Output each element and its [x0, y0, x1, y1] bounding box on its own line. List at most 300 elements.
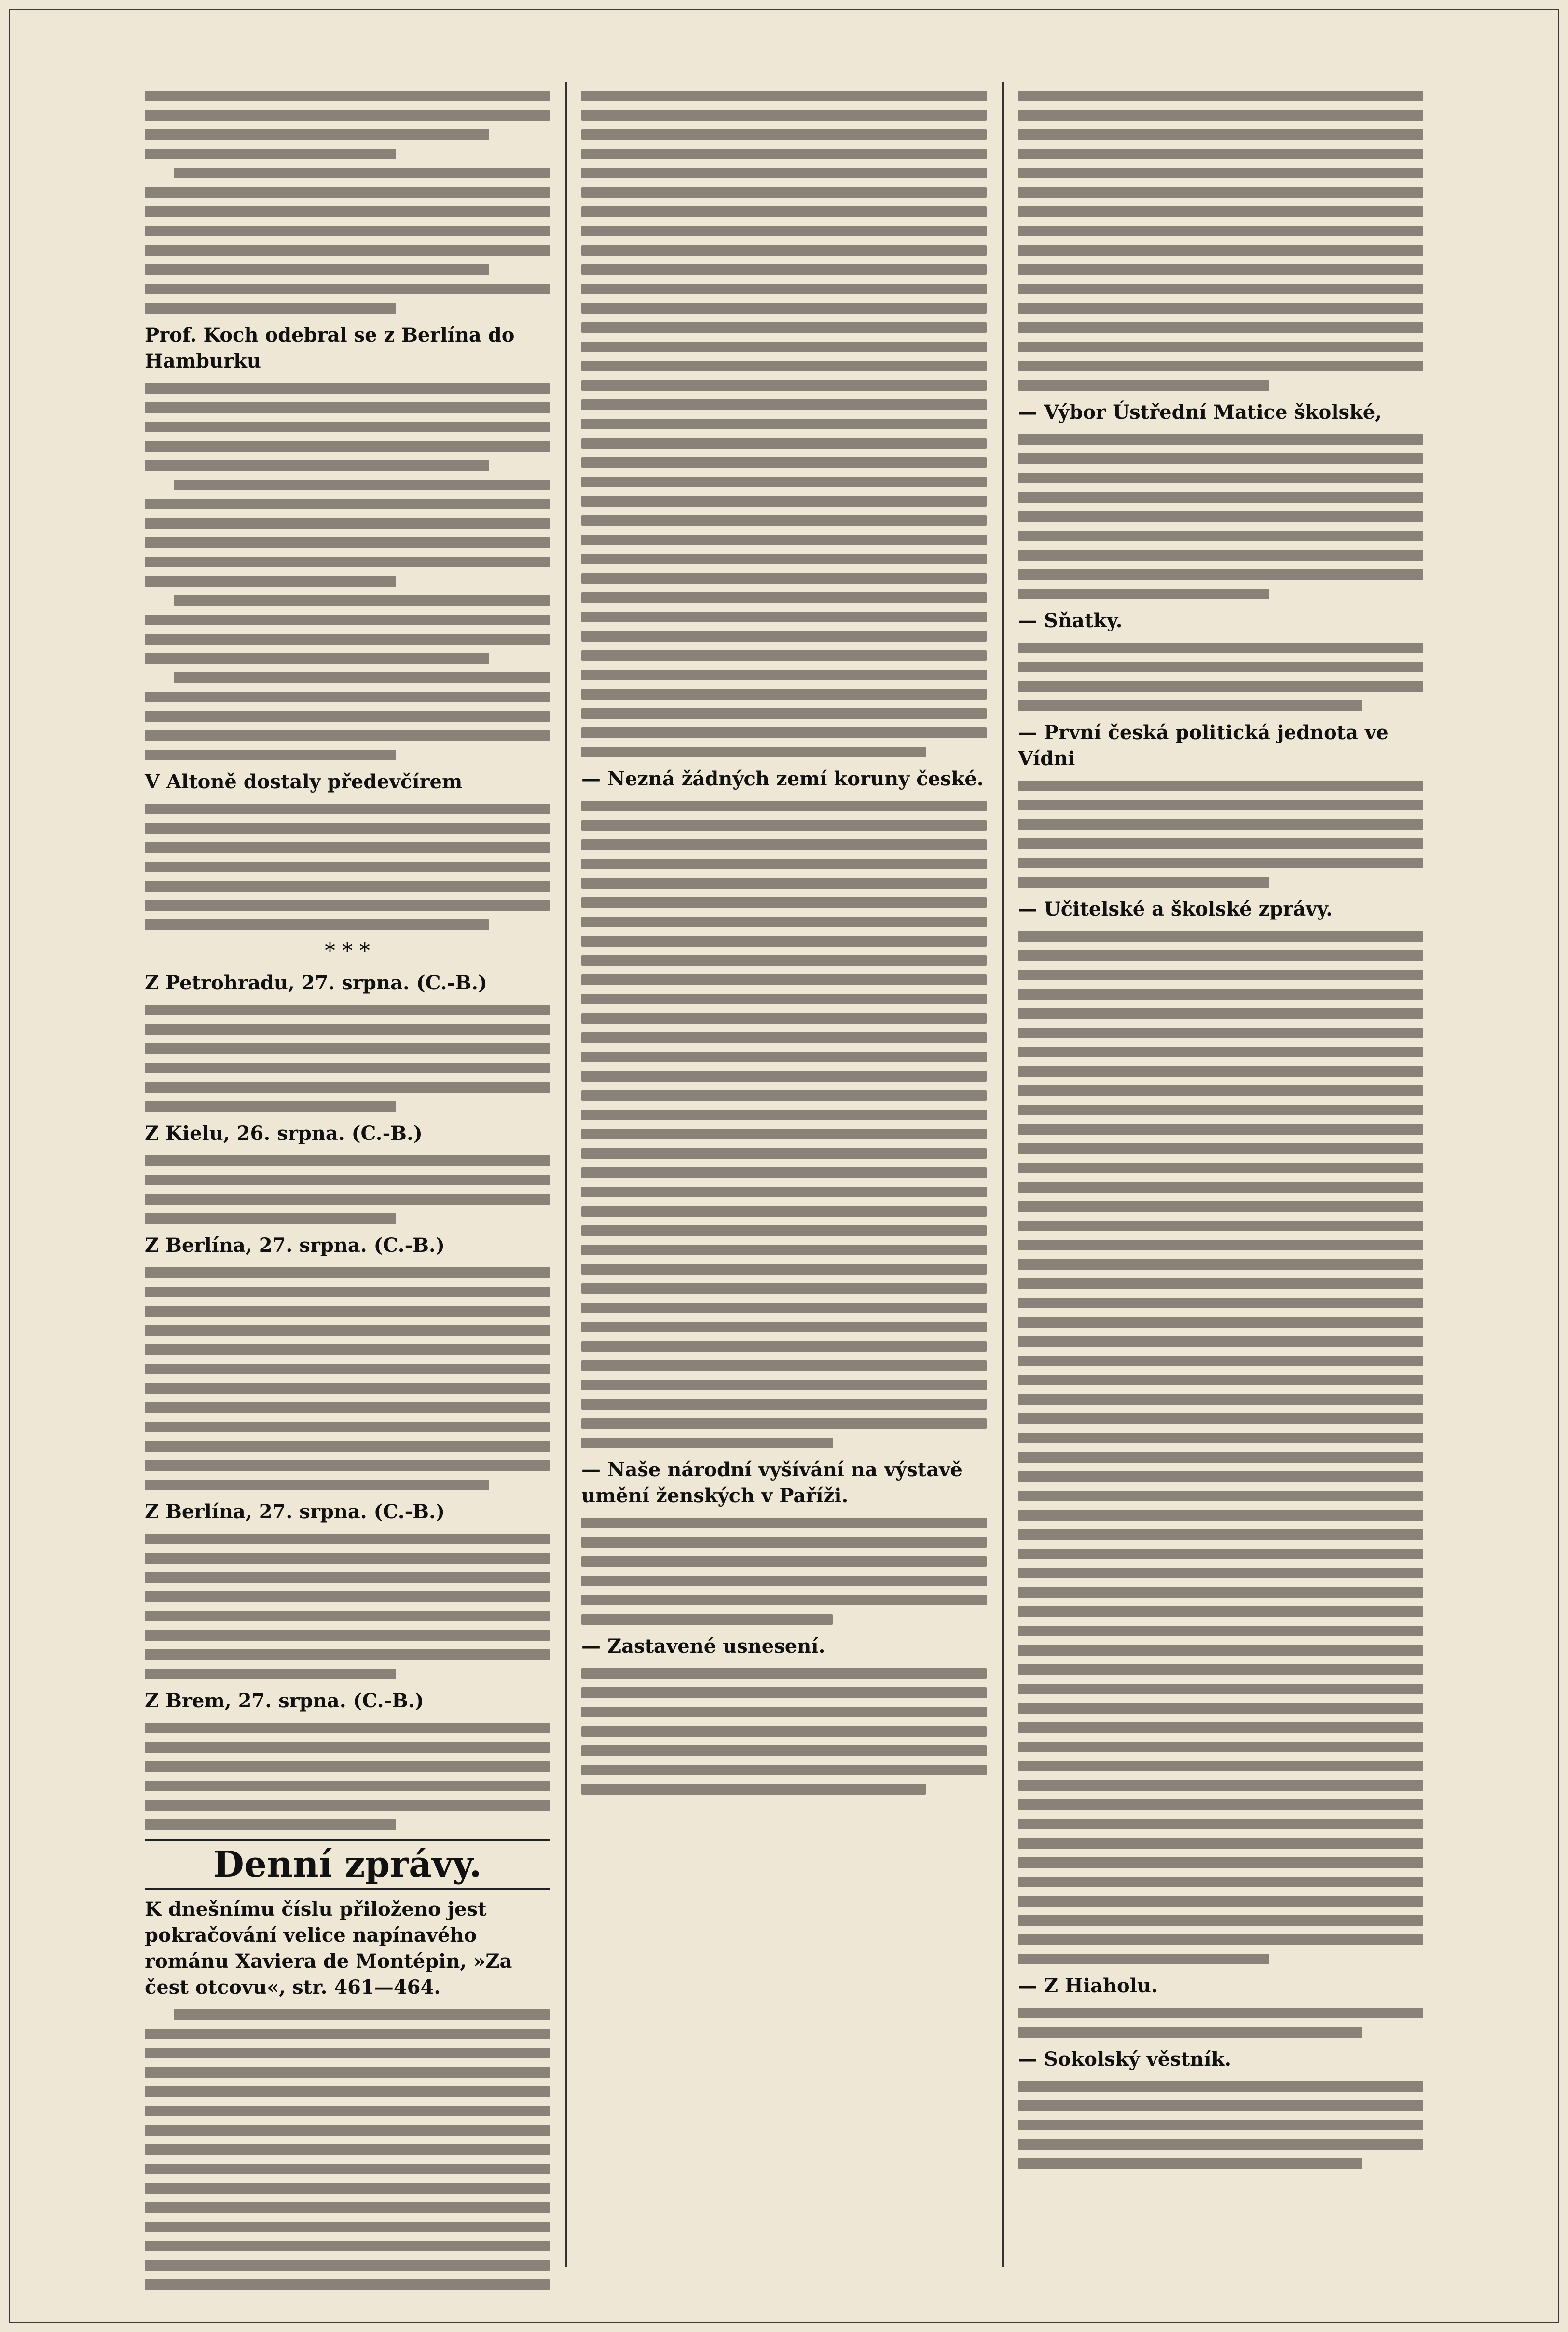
- text-line-placeholder: [581, 1399, 987, 1410]
- text-line-placeholder: [145, 2048, 550, 2058]
- text-line-placeholder: [581, 1052, 987, 1062]
- text-line-placeholder: [145, 1402, 550, 1413]
- text-line-placeholder: [581, 1167, 987, 1178]
- text-line-placeholder: [1018, 1626, 1423, 1636]
- text-line-placeholder: [1018, 110, 1423, 121]
- article-lead: — Učitelské a školské zprávy.: [1018, 898, 1333, 920]
- text-line-placeholder: [581, 399, 987, 410]
- text-line-placeholder: [145, 264, 489, 275]
- text-line-placeholder: [1018, 187, 1423, 198]
- text-line-placeholder: [1018, 1452, 1423, 1463]
- article-lead: — Naše národní vyšívání na výstavě umění ženských v Paříži.: [581, 1458, 963, 1507]
- text-line-placeholder: [581, 897, 987, 908]
- text-line-placeholder: [581, 284, 987, 294]
- article-text: [145, 1534, 550, 1679]
- text-line-placeholder: [1018, 1819, 1423, 1829]
- text-line-placeholder: [581, 801, 987, 811]
- text-line-placeholder: [581, 1438, 833, 1448]
- text-line-placeholder: [145, 1480, 489, 1490]
- text-line-placeholder: [145, 823, 550, 834]
- text-line-placeholder: [581, 1013, 987, 1024]
- text-line-placeholder: [145, 499, 550, 509]
- text-line-placeholder: [581, 496, 987, 507]
- article-lead: Prof. Koch odebral se z Berlína do Hamburku: [145, 324, 515, 372]
- text-line-placeholder: [581, 1614, 833, 1625]
- text-line-placeholder: [1018, 1201, 1423, 1212]
- text-line-placeholder: [1018, 1317, 1423, 1328]
- text-line-placeholder: [145, 2222, 550, 2232]
- text-line-placeholder: [145, 1005, 550, 1015]
- text-line-placeholder: [174, 480, 550, 490]
- text-line-placeholder: [1018, 2120, 1423, 2130]
- text-line-placeholder: [1018, 1934, 1423, 1945]
- text-line-placeholder: [145, 900, 550, 911]
- text-line-placeholder: [145, 206, 550, 217]
- text-line-placeholder: [581, 820, 987, 831]
- article-text: [1018, 2008, 1423, 2038]
- article-text: [1018, 2081, 1423, 2169]
- article-text: [1018, 91, 1423, 391]
- text-line-placeholder: [1018, 2139, 1423, 2150]
- text-line-placeholder: [581, 168, 987, 178]
- text-line-placeholder: [1018, 1471, 1423, 1482]
- text-line-placeholder: [1018, 1838, 1423, 1849]
- text-line-placeholder: [145, 1649, 550, 1660]
- section-asterism: * * *: [325, 939, 370, 963]
- text-line-placeholder: [145, 2106, 550, 2116]
- text-line-placeholder: [145, 804, 550, 814]
- column-1: [145, 82, 550, 2267]
- text-line-placeholder: [1018, 361, 1423, 371]
- text-line-placeholder: [581, 1206, 987, 1217]
- text-line-placeholder: [1018, 1047, 1423, 1057]
- text-line-placeholder: [581, 917, 987, 927]
- text-line-placeholder: [145, 1572, 550, 1583]
- article-lead: — Z Hiaholu.: [1018, 1975, 1158, 1997]
- text-line-placeholder: [145, 1534, 550, 1544]
- text-line-placeholder: [145, 1287, 550, 1297]
- column-rule: [565, 82, 567, 2267]
- text-line-placeholder: [1018, 2158, 1362, 2169]
- text-line-placeholder: [581, 1283, 987, 1294]
- text-line-placeholder: [145, 110, 550, 121]
- text-line-placeholder: [581, 727, 987, 738]
- text-line-placeholder: [581, 1341, 987, 1352]
- article-text: [1018, 434, 1423, 599]
- text-line-placeholder: [1018, 1664, 1423, 1675]
- text-line-placeholder: [581, 303, 987, 314]
- text-line-placeholder: [1018, 1163, 1423, 1173]
- text-line-placeholder: [1018, 1780, 1423, 1791]
- text-line-placeholder: [1018, 1085, 1423, 1096]
- text-line-placeholder: [145, 2260, 550, 2271]
- text-line-placeholder: [1018, 453, 1423, 464]
- text-line-placeholder: [145, 2029, 550, 2039]
- text-line-placeholder: [1018, 380, 1269, 391]
- text-line-placeholder: [581, 936, 987, 947]
- text-line-placeholder: [581, 1745, 987, 1756]
- text-line-placeholder: [1018, 1549, 1423, 1559]
- text-line-placeholder: [1018, 492, 1423, 503]
- text-line-placeholder: [145, 537, 550, 548]
- text-line-placeholder: [1018, 1510, 1423, 1521]
- text-line-placeholder: [581, 1380, 987, 1390]
- text-line-placeholder: [581, 1360, 987, 1371]
- text-line-placeholder: [145, 1344, 550, 1355]
- text-line-placeholder: [145, 750, 396, 760]
- text-line-placeholder: [145, 1155, 550, 1166]
- text-line-placeholder: [145, 1213, 396, 1224]
- text-line-placeholder: [1018, 989, 1423, 1000]
- text-line-placeholder: [581, 245, 987, 256]
- text-line-placeholder: [581, 1032, 987, 1043]
- text-line-placeholder: [581, 612, 987, 622]
- text-line-placeholder: [1018, 1433, 1423, 1443]
- article-lead: Z Brem, 27. srpna. (C.-B.): [145, 1689, 424, 1712]
- text-line-placeholder: [1018, 1742, 1423, 1752]
- article-lead: — Nezná žádných zemí koruny české.: [581, 768, 984, 790]
- text-line-placeholder: [581, 689, 987, 700]
- article-text: [145, 1005, 550, 1112]
- text-line-placeholder: [581, 1418, 987, 1429]
- text-line-placeholder: [145, 91, 550, 101]
- article-lead: K dnešnímu číslu přiloženo jest pokračování velice napínavého románu Xaviera de Montépin, »Za čest otcovu«, str. 461—464.: [145, 1898, 512, 1999]
- text-line-placeholder: [145, 1761, 550, 1772]
- text-line-placeholder: [145, 842, 550, 853]
- text-line-placeholder: [1018, 1568, 1423, 1578]
- text-line-placeholder: [1018, 700, 1362, 711]
- text-line-placeholder: [1018, 970, 1423, 980]
- article-lead: Z Petrohradu, 27. srpna. (C.-B.): [145, 972, 487, 994]
- text-line-placeholder: [1018, 2027, 1362, 2038]
- text-line-placeholder: [145, 2067, 550, 2078]
- text-line-placeholder: [1018, 781, 1423, 791]
- text-line-placeholder: [581, 1148, 987, 1159]
- article-text: [145, 1267, 550, 1490]
- text-line-placeholder: [1018, 877, 1269, 888]
- text-line-placeholder: [581, 1245, 987, 1255]
- text-line-placeholder: [1018, 1761, 1423, 1771]
- text-line-placeholder: [581, 361, 987, 371]
- text-line-placeholder: [581, 955, 987, 966]
- text-line-placeholder: [145, 1781, 550, 1791]
- text-line-placeholder: [145, 1422, 550, 1432]
- article-text: [1018, 781, 1423, 888]
- text-line-placeholder: [1018, 1915, 1423, 1926]
- article-text: [581, 91, 987, 757]
- text-line-placeholder: [1018, 1259, 1423, 1270]
- text-line-placeholder: [145, 1800, 550, 1811]
- section-title: Denní zprávy.: [145, 1839, 550, 1890]
- article-lead: Z Berlína, 27. srpna. (C.-B.): [145, 1500, 445, 1523]
- text-line-placeholder: [1018, 1356, 1423, 1366]
- text-line-placeholder: [145, 1742, 550, 1753]
- article-lead: — Zastavené usnesení.: [581, 1635, 825, 1658]
- text-line-placeholder: [174, 2009, 550, 2020]
- text-line-placeholder: [581, 573, 987, 584]
- text-line-placeholder: [1018, 1124, 1423, 1135]
- text-line-placeholder: [145, 2183, 550, 2194]
- text-line-placeholder: [1018, 858, 1423, 868]
- newspaper-columns: [145, 82, 1423, 2267]
- text-line-placeholder: [581, 477, 987, 487]
- text-line-placeholder: [145, 187, 550, 198]
- text-line-placeholder: [1018, 681, 1423, 692]
- article-text: [581, 1518, 987, 1625]
- text-line-placeholder: [581, 1090, 987, 1101]
- text-line-placeholder: [145, 653, 489, 664]
- text-line-placeholder: [1018, 1375, 1423, 1385]
- text-line-placeholder: [581, 708, 987, 719]
- text-line-placeholder: [145, 692, 550, 702]
- text-line-placeholder: [581, 129, 987, 140]
- text-line-placeholder: [1018, 342, 1423, 352]
- text-line-placeholder: [145, 1669, 396, 1679]
- text-line-placeholder: [1018, 1105, 1423, 1115]
- article-text: [145, 1155, 550, 1224]
- text-line-placeholder: [1018, 1877, 1423, 1887]
- text-line-placeholder: [581, 1576, 987, 1586]
- text-line-placeholder: [1018, 1394, 1423, 1405]
- text-line-placeholder: [581, 1518, 987, 1528]
- text-line-placeholder: [1018, 149, 1423, 159]
- text-line-placeholder: [1018, 838, 1423, 849]
- text-line-placeholder: [581, 226, 987, 236]
- text-line-placeholder: [145, 1082, 550, 1093]
- text-line-placeholder: [1018, 1008, 1423, 1019]
- text-line-placeholder: [145, 1611, 550, 1621]
- article-text: [145, 383, 550, 760]
- text-line-placeholder: [1018, 1722, 1423, 1733]
- text-line-placeholder: [1018, 2100, 1423, 2111]
- text-line-placeholder: [1018, 1529, 1423, 1540]
- text-line-placeholder: [581, 1595, 987, 1605]
- text-line-placeholder: [581, 1322, 987, 1332]
- text-line-placeholder: [1018, 1896, 1423, 1907]
- text-line-placeholder: [174, 168, 550, 178]
- text-line-placeholder: [145, 730, 550, 741]
- text-line-placeholder: [581, 342, 987, 352]
- text-line-placeholder: [145, 2144, 550, 2155]
- text-line-placeholder: [1018, 1240, 1423, 1250]
- text-line-placeholder: [145, 402, 550, 413]
- article-text: [581, 1668, 987, 1795]
- text-line-placeholder: [145, 1364, 550, 1374]
- text-line-placeholder: [145, 711, 550, 722]
- text-line-placeholder: [581, 535, 987, 545]
- text-line-placeholder: [145, 2279, 550, 2290]
- text-line-placeholder: [581, 380, 987, 391]
- text-line-placeholder: [145, 2125, 550, 2136]
- text-line-placeholder: [145, 2241, 550, 2251]
- text-line-placeholder: [145, 441, 550, 452]
- text-line-placeholder: [581, 91, 987, 101]
- text-line-placeholder: [1018, 1491, 1423, 1501]
- text-line-placeholder: [581, 747, 926, 757]
- text-line-placeholder: [581, 1687, 987, 1698]
- text-line-placeholder: [1018, 800, 1423, 810]
- text-line-placeholder: [145, 422, 550, 432]
- text-line-placeholder: [581, 457, 987, 468]
- article-text: [581, 801, 987, 1448]
- text-line-placeholder: [145, 1591, 550, 1602]
- text-line-placeholder: [1018, 2008, 1423, 2018]
- article-lead: V Altoně dostaly předevčírem: [145, 770, 463, 793]
- text-line-placeholder: [581, 1303, 987, 1313]
- text-line-placeholder: [145, 1325, 550, 1336]
- text-line-placeholder: [1018, 1413, 1423, 1424]
- text-line-placeholder: [581, 1784, 926, 1795]
- text-line-placeholder: [581, 1707, 987, 1717]
- text-line-placeholder: [174, 595, 550, 606]
- text-line-placeholder: [145, 1723, 550, 1733]
- text-line-placeholder: [145, 460, 489, 471]
- text-line-placeholder: [1018, 1182, 1423, 1193]
- text-line-placeholder: [1018, 643, 1423, 653]
- article-lead: — Výbor Ústřední Matice školské,: [1018, 401, 1382, 424]
- text-line-placeholder: [145, 303, 396, 314]
- text-line-placeholder: [1018, 531, 1423, 541]
- text-line-placeholder: [581, 1264, 987, 1275]
- article-text: [145, 804, 550, 930]
- text-line-placeholder: [581, 1668, 987, 1679]
- text-line-placeholder: [581, 1110, 987, 1120]
- text-line-placeholder: [1018, 1066, 1423, 1077]
- text-line-placeholder: [145, 1024, 550, 1035]
- text-line-placeholder: [145, 226, 550, 236]
- text-line-placeholder: [581, 264, 987, 275]
- column-3: [1018, 82, 1423, 2267]
- text-line-placeholder: [1018, 168, 1423, 178]
- text-line-placeholder: [1018, 1221, 1423, 1231]
- article-lead: Z Kielu, 26. srpna. (C.-B.): [145, 1122, 423, 1145]
- text-line-placeholder: [581, 670, 987, 680]
- text-line-placeholder: [581, 149, 987, 159]
- text-line-placeholder: [581, 994, 987, 1004]
- text-line-placeholder: [1018, 550, 1423, 561]
- text-line-placeholder: [145, 518, 550, 529]
- text-line-placeholder: [145, 576, 396, 587]
- text-line-placeholder: [581, 1071, 987, 1082]
- text-line-placeholder: [1018, 1645, 1423, 1656]
- text-line-placeholder: [581, 322, 987, 333]
- text-line-placeholder: [1018, 226, 1423, 236]
- text-line-placeholder: [145, 1043, 550, 1054]
- text-line-placeholder: [581, 110, 987, 121]
- text-line-placeholder: [581, 438, 987, 449]
- text-line-placeholder: [1018, 1143, 1423, 1154]
- article-lead: — Sokolský věstník.: [1018, 2048, 1232, 2071]
- text-line-placeholder: [581, 1556, 987, 1567]
- text-line-placeholder: [145, 2164, 550, 2174]
- text-line-placeholder: [145, 1630, 550, 1641]
- text-line-placeholder: [581, 1129, 987, 1139]
- text-line-placeholder: [581, 592, 987, 603]
- text-line-placeholder: [145, 862, 550, 872]
- text-line-placeholder: [145, 2086, 550, 2097]
- column-rule: [1002, 82, 1004, 2267]
- article-text: [145, 2009, 550, 2290]
- text-line-placeholder: [581, 974, 987, 985]
- text-line-placeholder: [581, 650, 987, 661]
- text-line-placeholder: [1018, 245, 1423, 256]
- text-line-placeholder: [145, 1383, 550, 1394]
- text-line-placeholder: [1018, 303, 1423, 314]
- text-line-placeholder: [581, 515, 987, 526]
- text-line-placeholder: [1018, 434, 1423, 445]
- text-line-placeholder: [1018, 1703, 1423, 1714]
- text-line-placeholder: [1018, 1278, 1423, 1289]
- text-line-placeholder: [145, 557, 550, 567]
- text-line-placeholder: [145, 1306, 550, 1317]
- column-2: [581, 82, 987, 2267]
- text-line-placeholder: [145, 383, 550, 394]
- text-line-placeholder: [1018, 1606, 1423, 1617]
- article-lead: — První česká politická jednota ve Vídni: [1018, 721, 1389, 770]
- text-line-placeholder: [581, 419, 987, 429]
- text-line-placeholder: [145, 1441, 550, 1452]
- text-line-placeholder: [1018, 2081, 1423, 2092]
- text-line-placeholder: [145, 1819, 396, 1830]
- text-line-placeholder: [1018, 264, 1423, 275]
- article-text: [1018, 643, 1423, 711]
- text-line-placeholder: [1018, 322, 1423, 333]
- text-line-placeholder: [1018, 1857, 1423, 1868]
- text-line-placeholder: [1018, 129, 1423, 140]
- text-line-placeholder: [1018, 511, 1423, 522]
- text-line-placeholder: [581, 1726, 987, 1737]
- text-line-placeholder: [581, 631, 987, 642]
- text-line-placeholder: [1018, 931, 1423, 942]
- text-line-placeholder: [145, 2202, 550, 2213]
- text-line-placeholder: [1018, 284, 1423, 294]
- text-line-placeholder: [145, 1460, 550, 1471]
- text-line-placeholder: [145, 1175, 550, 1185]
- text-line-placeholder: [581, 839, 987, 850]
- article-lead: — Sňatky.: [1018, 609, 1123, 632]
- text-line-placeholder: [145, 149, 396, 159]
- text-line-placeholder: [581, 1537, 987, 1548]
- text-line-placeholder: [581, 206, 987, 217]
- text-line-placeholder: [1018, 569, 1423, 580]
- text-line-placeholder: [1018, 1028, 1423, 1038]
- text-line-placeholder: [145, 1194, 550, 1205]
- text-line-placeholder: [145, 129, 489, 140]
- text-line-placeholder: [174, 672, 550, 683]
- text-line-placeholder: [145, 1553, 550, 1564]
- text-line-placeholder: [581, 1225, 987, 1236]
- text-line-placeholder: [581, 1765, 987, 1775]
- text-line-placeholder: [1018, 1954, 1269, 1964]
- text-line-placeholder: [581, 878, 987, 889]
- text-line-placeholder: [1018, 589, 1269, 599]
- article-text: [145, 1723, 550, 1830]
- text-line-placeholder: [581, 554, 987, 564]
- text-line-placeholder: [145, 1101, 396, 1112]
- text-line-placeholder: [1018, 1799, 1423, 1810]
- text-line-placeholder: [1018, 1684, 1423, 1694]
- article-text: [145, 91, 550, 314]
- text-line-placeholder: [1018, 662, 1423, 672]
- text-line-placeholder: [145, 245, 550, 256]
- text-line-placeholder: [145, 881, 550, 892]
- text-line-placeholder: [1018, 819, 1423, 830]
- text-line-placeholder: [581, 187, 987, 198]
- text-line-placeholder: [145, 1267, 550, 1278]
- text-line-placeholder: [145, 634, 550, 645]
- text-line-placeholder: [581, 1187, 987, 1197]
- text-line-placeholder: [1018, 206, 1423, 217]
